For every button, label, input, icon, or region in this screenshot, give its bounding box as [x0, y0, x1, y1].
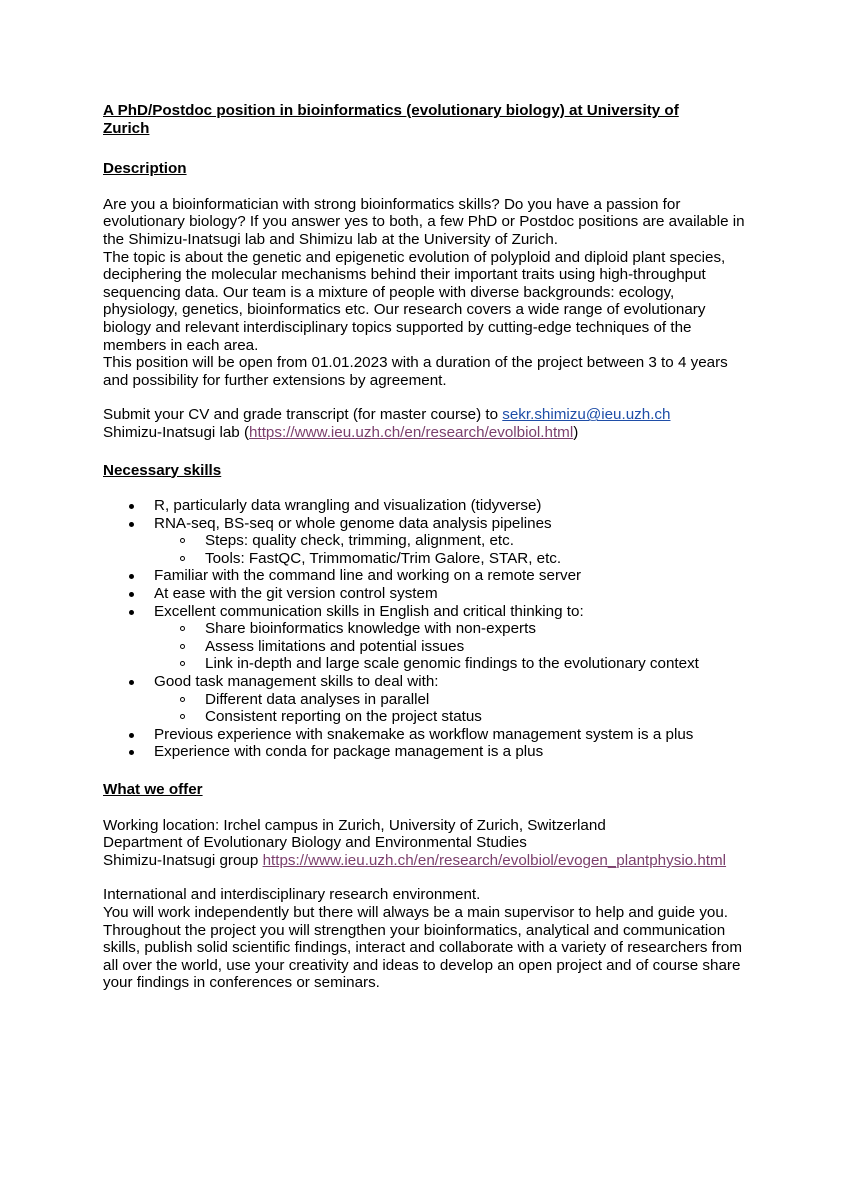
list-item: Previous experience with snakemake as workflow management system is a plus — [103, 726, 753, 744]
circle-bullet-icon — [180, 538, 185, 543]
sub-list-item: Tools: FastQC, Trimmomatic/Trim Galore, STAR, etc. — [154, 550, 753, 568]
description-heading: Description — [103, 160, 187, 178]
bullet-icon — [129, 750, 134, 755]
description-topic: The topic is about the genetic and epigenetic evolution of polyploid and diploid plant species, deciphering the molecular mechanisms behind their important traits using high-throughput sequencing data. Our team is a mixture of people with diverse backgrounds: ecology, physiology, genetics, bioinformatics etc. Our research covers a wide range of evolutionary biology and relevant interdisciplinary topics supported by cutting-edge techniques of the members in each area. — [103, 248, 726, 354]
offer-throughout: Throughout the project you will strengthen your bioinformatics, analytical and communication skills, publish solid scientific findings, interact and collaborate with a variety of researchers from all over the world, use your creativity and ideas to develop an open project and of course share your findings in conferences or seminars. — [103, 921, 743, 992]
submit-line — [103, 406, 753, 424]
offer-environment: International and interdisciplinary research environment. — [103, 886, 481, 904]
sub-list-item: Steps: quality check, trimming, alignment, etc. — [154, 532, 753, 550]
lab-line — [103, 424, 753, 442]
offer-group-line — [103, 852, 753, 870]
list-item: Good task management skills to deal with: Different data analyses in parallel Consistent reporting on the project status — [103, 673, 753, 726]
job-posting — [103, 102, 753, 992]
list-item: At ease with the git version control system — [103, 585, 753, 603]
bullet-icon — [129, 504, 134, 509]
lab-prefix: Shimizu-Inatsugi lab ( — [103, 423, 250, 441]
skills-list — [103, 497, 753, 761]
circle-bullet-icon — [180, 714, 185, 719]
list-item: Familiar with the command line and working on a remote server — [103, 567, 753, 585]
bullet-icon — [129, 680, 134, 685]
circle-bullet-icon — [180, 697, 185, 702]
skills-heading: Necessary skills — [103, 461, 222, 479]
bullet-icon — [129, 733, 134, 738]
bullet-icon — [129, 592, 134, 597]
bullet-icon — [129, 522, 134, 527]
group-url-link[interactable]: https://www.ieu.uzh.ch/en/research/evolbiol/evogen_plantphysio.html — [262, 851, 727, 869]
lab-url-link[interactable]: https://www.ieu.uzh.ch/en/research/evolbiol.html — [249, 423, 574, 441]
circle-bullet-icon — [180, 661, 185, 666]
pipelines-sublist — [154, 532, 753, 567]
sub-list-item: Share bioinformatics knowledge with non-experts — [154, 620, 753, 638]
task-sublist — [154, 691, 753, 726]
circle-bullet-icon — [180, 556, 185, 561]
offer-supervisor: You will work independently but there will always be a main supervisor to help and guide you. — [103, 903, 729, 921]
list-item: RNA-seq, BS-seq or whole genome data analysis pipelines Steps: quality check, trimming, alignment, etc. Tools: FastQC, Trimmomatic/Trim Galore, STAR, etc. — [103, 515, 753, 568]
circle-bullet-icon — [180, 644, 185, 649]
list-item: Excellent communication skills in English and critical thinking to: Share bioinformatics knowledge with non-experts Assess limitations and potential issues Link in-depth and large scale genomic findings to the evolutionary context — [103, 603, 753, 673]
offer-department: Department of Evolutionary Biology and Environmental Studies — [103, 834, 527, 852]
circle-bullet-icon — [180, 626, 185, 631]
sub-list-item: Different data analyses in parallel — [154, 691, 753, 709]
offer-location: Working location: Irchel campus in Zurich, University of Zurich, Switzerland — [103, 816, 606, 834]
group-prefix: Shimizu-Inatsugi group — [103, 851, 263, 869]
offer-heading: What we offer — [103, 781, 203, 798]
lab-suffix: ) — [573, 423, 579, 441]
sub-list-item: Consistent reporting on the project status — [154, 708, 753, 726]
bullet-icon — [129, 610, 134, 615]
description-duration: This position will be open from 01.01.2023 with a duration of the project between 3 to 4 years and possibility for further extensions by agreement. — [103, 354, 728, 389]
sub-list-item: Assess limitations and potential issues — [154, 638, 753, 656]
sub-list-item: Link in-depth and large scale genomic findings to the evolutionary context — [154, 655, 753, 673]
submit-text: Submit your CV and grade transcript (for master course) to — [103, 406, 503, 424]
list-item: R, particularly data wrangling and visualization (tidyverse) — [103, 497, 753, 515]
bullet-icon — [129, 574, 134, 579]
list-item: Experience with conda for package management is a plus — [103, 743, 753, 761]
email-link[interactable]: sekr.shimizu@ieu.uzh.ch — [502, 406, 671, 424]
page-title: A PhD/Postdoc position in bioinformatics (evolutionary biology) at University of Zurich — [103, 102, 679, 137]
communication-sublist — [154, 620, 753, 673]
description-intro: Are you a bioinformatician with strong bioinformatics skills? Do you have a passion for evolutionary biology? If you answer yes to both, a few PhD or Postdoc positions are available in the Shimizu-Inatsugi lab and Shimizu lab at the University of Zurich. — [103, 195, 745, 248]
